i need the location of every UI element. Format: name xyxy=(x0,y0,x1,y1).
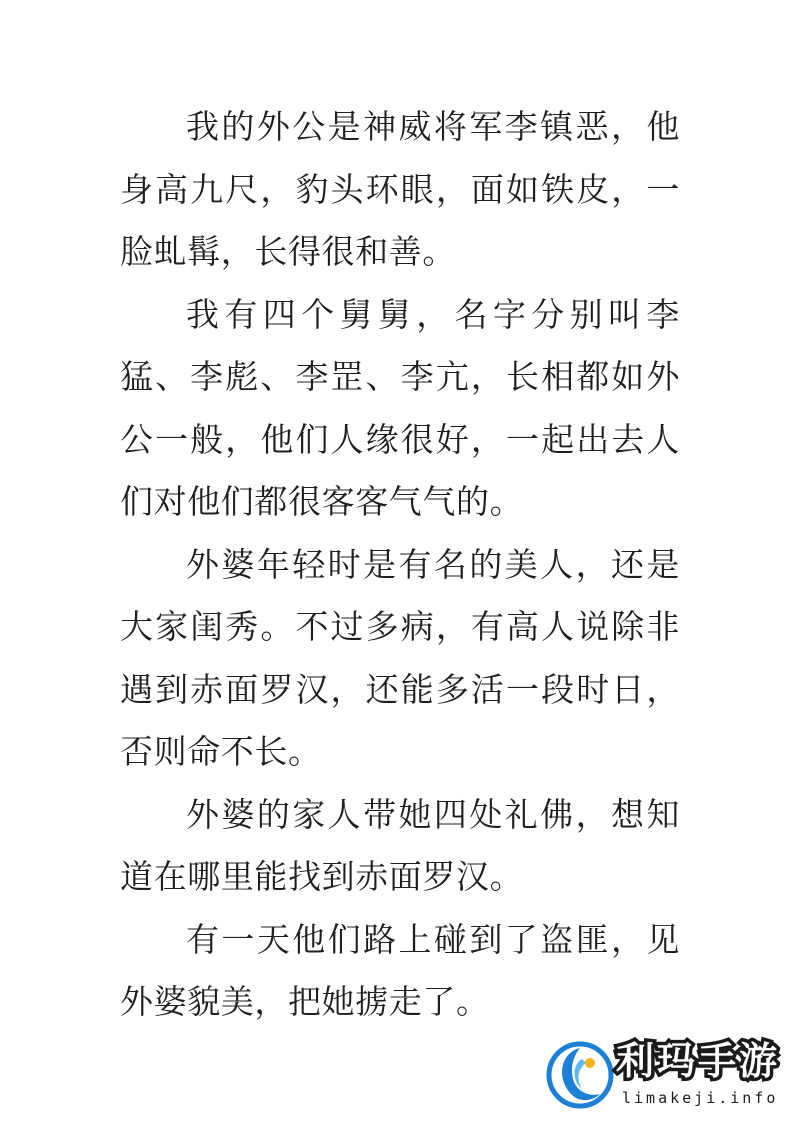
watermark-url: limakeji.info xyxy=(622,1089,779,1107)
paragraph-3: 外婆年轻时是有名的美人，还是大家闺秀。不过多病，有高人说除非遇到赤面罗汉，还能多活一段时日，否则命不长。 xyxy=(120,544,680,771)
site-watermark xyxy=(546,1035,782,1117)
paragraph-5: 有一天他们路上碰到了盗匪，见外婆貌美，把她掳走了。 xyxy=(120,919,680,1021)
paragraph-2: 我有四个舅舅，名字分别叫李猛、李彪、李罡、李亢，长相都如外公一般，他们人缘很好，一起出去人们对他们都很客客气气的。 xyxy=(120,294,680,521)
paragraph-1: 我的外公是神威将军李镇恶，他身高九尺，豹头环眼，面如铁皮，一脸虬髯，长得很和善。 xyxy=(120,107,680,271)
paragraph-4: 外婆的家人带她四处礼佛，想知道在哪里能找到赤面罗汉。 xyxy=(120,794,680,896)
watermark-name: 利玛手游 xyxy=(616,1039,781,1083)
article-body xyxy=(120,96,680,1034)
swirl-circle-icon xyxy=(546,1039,614,1111)
